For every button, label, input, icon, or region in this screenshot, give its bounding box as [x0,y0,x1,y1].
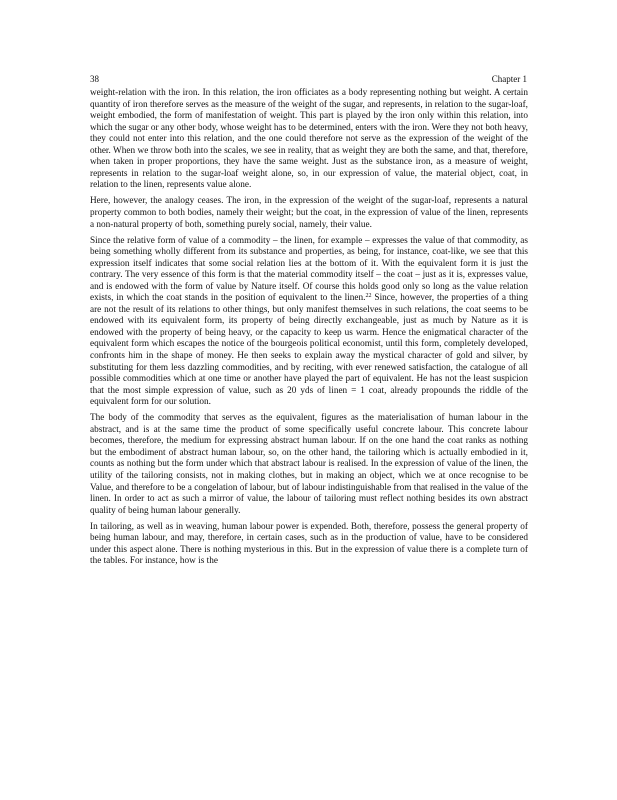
paragraph: Here, however, the analogy ceases. The iron, in the expression of the weight of the sugar-loaf, represents a natural property common to both bodies, namely their weight; but the coat, in the expression of value of the linen, represents a non-natural property of both, something purely social, namely, their value. [90,196,528,230]
paragraph: weight-relation with the iron. In this relation, the iron officiates as a body representing nothing but weight. A certain quantity of iron therefore serves as the measure of the weight of the sugar, and represents, in relation to the sugar-loaf, weight embodied, the form of manifestation of weight. This part is played by the iron only within this relation, into which the sugar or any other body, whose weight has to be determined, enters with the iron. Were they not both heavy, they could not enter into this relation, and the one could therefore not serve as the expression of the weight of the other. When we throw both into the scales, we see in reality, that as weight they are both the same, and that, therefore, when taken in proper proportions, they have the same weight. Just as the substance iron, as a measure of weight, represents in relation to the sugar-loaf weight alone, so, in our expression of value, the material object, coat, in relation to the linen, represents value alone. [90,88,528,191]
footnote-marker[interactable]: 22 [365,293,372,300]
running-header [90,74,527,85]
paragraph [90,236,528,409]
body-text [90,88,528,572]
paragraph-text: Since, however, the properties of a thing are not the result of its relations to other things, but only manifest themselves in such relations, the coat seems to be endowed with its equivalent form, its property of being directly exchangeable, just as much by Nature as it is endowed with the property of being heavy, or the capacity to keep us warm. Hence the enigmatical character of the equivalent form which escapes the notice of the bourgeois political economist, until this form, completely developed, confronts him in the shape of money. He then seeks to explain away the mystical character of gold and silver, by substituting for them less dazzling commodities, and by reciting, with ever renewed satisfaction, the catalogue of all possible commodities which at one time or another have played the part of equivalent. He has not the least suspicion that the most simple expression of value, such as 20 yds of linen = 1 coat, already propounds the riddle of the equivalent form for our solution. [90,293,528,408]
chapter-title: Chapter 1 [491,74,527,84]
paragraph: The body of the commodity that serves as the equivalent, figures as the materialisation of human labour in the abstract, and is at the same time the product of some specifically useful concrete labour. This concrete labour becomes, therefore, the medium for expressing abstract human labour. If on the one hand the coat ranks as nothing but the embodiment of abstract human labour, so, on the other hand, the tailoring which is actually embodied in it, counts as nothing but the form under which that abstract labour is realised. In the expression of value of the linen, the utility of the tailoring consists, not in making clothes, but in making an object, which we at once recognise to be Value, and therefore to be a congelation of labour, but of labour indistinguishable from that realised in the value of the linen. In order to act as such a mirror of value, the labour of tailoring must reflect nothing besides its own abstract quality of being human labour generally. [90,413,528,516]
paragraph-text: Since the relative form of value of a commodity – the linen, for example – expresses the value of that commodity, as being something wholly different from its substance and properties, as being, for instance, coat-like, we see that this expression itself indicates that some social relation lies at the bottom of it. With the equivalent form it is just the contrary. The very essence of this form is that the material commodity itself – the coat – just as it is, expresses value, and is endowed with the form of value by Nature itself. Of course this holds good only so long as the value relation exists, in which the coat stands in the position of equivalent to the linen. [90,235,528,304]
page-number: 38 [90,74,99,84]
paragraph: In tailoring, as well as in weaving, human labour power is expended. Both, therefore, possess the general property of being human labour, and may, therefore, in certain cases, such as in the production of value, have to be considered under this aspect alone. There is nothing mysterious in this. But in the expression of value there is a complete turn of the tables. For instance, how is the [90,521,528,567]
